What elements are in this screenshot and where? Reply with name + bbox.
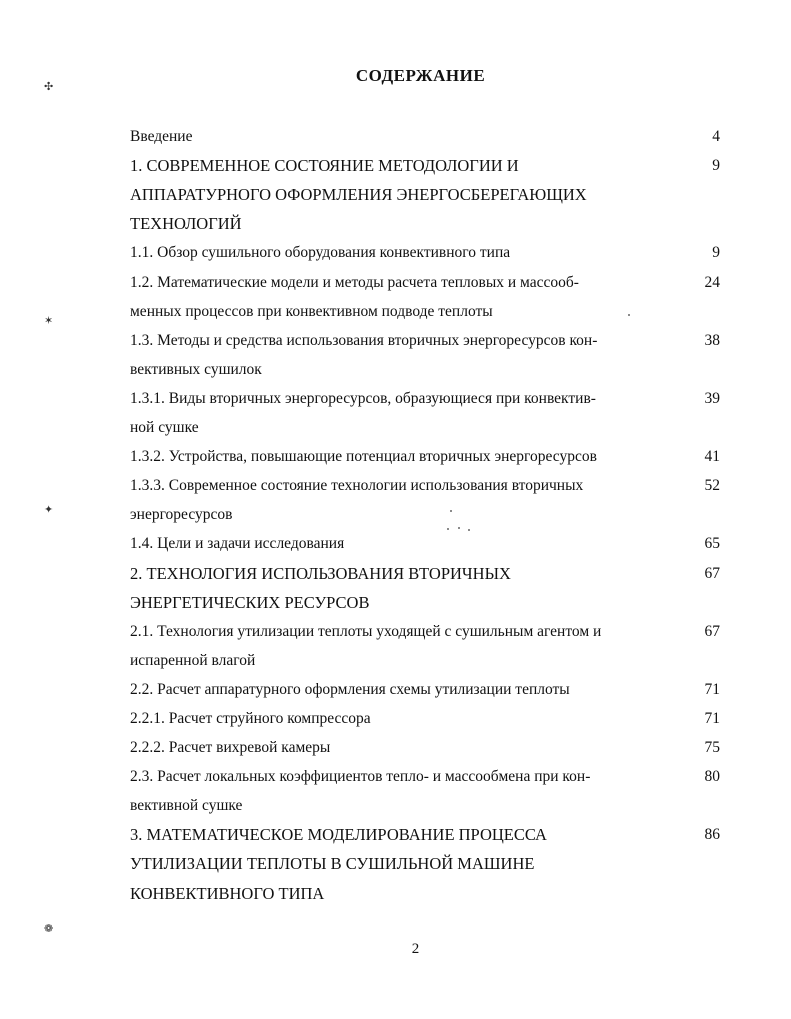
toc-entry <box>130 331 720 389</box>
toc-entry-page: 9 <box>712 244 720 262</box>
toc-entry-text: 1.2. Математические модели и методы расчета тепловых и массооб- <box>130 273 579 291</box>
toc-entry-text: ЭНЕРГЕТИЧЕСКИХ РЕСУРСОВ <box>130 592 370 612</box>
toc-entry-page: 38 <box>704 331 720 349</box>
toc-entry-text: 1.3.3. Современное состояние технологии использования вторичных <box>130 477 584 495</box>
toc-entry <box>130 273 720 331</box>
toc-entry-page: 67 <box>704 622 720 640</box>
toc-entry-text: 2.3. Расчет локальных коэффициентов тепло- и массообмена при кон- <box>130 768 591 786</box>
toc-entry-text: вективной сушке <box>130 797 243 815</box>
toc-entry-text: Введение <box>130 128 193 145</box>
toc-entry-text: ТЕХНОЛОГИЙ <box>130 214 242 234</box>
toc-entry-page: 9 <box>712 157 720 175</box>
toc-entry <box>130 564 720 622</box>
toc-entry-page: 86 <box>704 826 720 844</box>
toc-entry <box>130 767 720 825</box>
scan-speck <box>628 314 630 316</box>
scan-mark: ✦ <box>44 503 54 516</box>
toc-entry-page: 41 <box>704 448 720 466</box>
toc-entry <box>130 156 720 243</box>
toc-entry-page: 67 <box>704 564 720 582</box>
toc-entry-page: 39 <box>704 389 720 407</box>
toc-entry <box>130 534 720 563</box>
toc-entry-text: ной сушке <box>130 418 199 436</box>
toc-entry-text: 2. ТЕХНОЛОГИЯ ИСПОЛЬЗОВАНИЯ ВТОРИЧНЫХ <box>130 563 511 583</box>
toc-entry <box>130 622 720 680</box>
toc-entry-text: 2.2. Расчет аппаратурного оформления схемы утилизации теплоты <box>130 680 570 698</box>
toc-entry <box>130 825 720 912</box>
toc-entry <box>130 476 720 534</box>
scan-mark: ❁ <box>44 922 54 935</box>
toc-entry <box>130 243 720 272</box>
toc-entry-text: 1.1. Обзор сушильного оборудования конвективного типа <box>130 244 511 262</box>
scan-mark: ✶ <box>44 314 54 327</box>
toc-entry-page: 24 <box>704 273 720 291</box>
toc-entry-text: 1.3. Методы и средства использования вторичных энергоресурсов кон- <box>130 331 598 349</box>
scan-speck <box>458 527 460 529</box>
toc-entry-page: 75 <box>704 739 720 757</box>
toc-entry-text: 1.3.1. Виды вторичных энергоресурсов, образующиеся при конвектив- <box>130 389 596 407</box>
toc-entry <box>130 738 720 767</box>
toc-entry-text: испаренной влагой <box>130 651 256 669</box>
toc-entry-text: 1.4. Цели и задачи исследования <box>130 535 345 553</box>
toc-entry-text: 3. МАТЕМАТИЧЕСКОЕ МОДЕЛИРОВАНИЕ ПРОЦЕССА <box>130 825 547 845</box>
toc-entry <box>130 680 720 709</box>
toc-entry-text: КОНВЕКТИВНОГО ТИПА <box>130 883 325 903</box>
scan-speck <box>450 510 452 512</box>
toc-entry-text: 2.2.2. Расчет вихревой камеры <box>130 739 331 757</box>
toc-entry-text: 1. СОВРЕМЕННОЕ СОСТОЯНИЕ МЕТОДОЛОГИИ И <box>130 156 519 176</box>
toc-entry-page: 52 <box>704 477 720 495</box>
toc-entry-text: энергоресурсов <box>130 506 233 524</box>
toc-entry-text: АППАРАТУРНОГО ОФОРМЛЕНИЯ ЭНЕРГОСБЕРЕГАЮЩИХ <box>130 185 587 205</box>
toc-entry-text: 2.2.1. Расчет струйного компрессора <box>130 710 371 727</box>
scan-mark: ✣ <box>44 80 54 93</box>
toc-entry-page: 71 <box>704 680 720 698</box>
toc-entry <box>130 709 720 738</box>
toc-entry <box>130 127 720 156</box>
page-title: СОДЕРЖАНИЕ <box>355 66 486 85</box>
page-number: 2 <box>411 941 420 957</box>
toc-entry-text: менных процессов при конвективном подводе теплоты <box>130 302 493 320</box>
toc-entry-text: 1.3.2. Устройства, повышающие потенциал вторичных энергоресурсов <box>130 448 597 466</box>
toc-entry-text: 2.1. Технология утилизации теплоты уходящей с сушильным агентом и <box>130 622 602 640</box>
toc-entry-text: УТИЛИЗАЦИИ ТЕПЛОТЫ В СУШИЛЬНОЙ МАШИНЕ <box>130 854 535 874</box>
toc-entry-text: вективных сушилок <box>130 360 262 378</box>
toc-entry <box>130 389 720 447</box>
toc-entry-page: 71 <box>704 710 720 727</box>
scan-speck <box>468 529 470 531</box>
scan-speck <box>447 528 449 530</box>
toc-entry <box>130 447 720 476</box>
toc-entry-page: 4 <box>712 128 720 145</box>
toc-entry-page: 65 <box>704 535 720 553</box>
toc-entry-page: 80 <box>704 768 720 786</box>
